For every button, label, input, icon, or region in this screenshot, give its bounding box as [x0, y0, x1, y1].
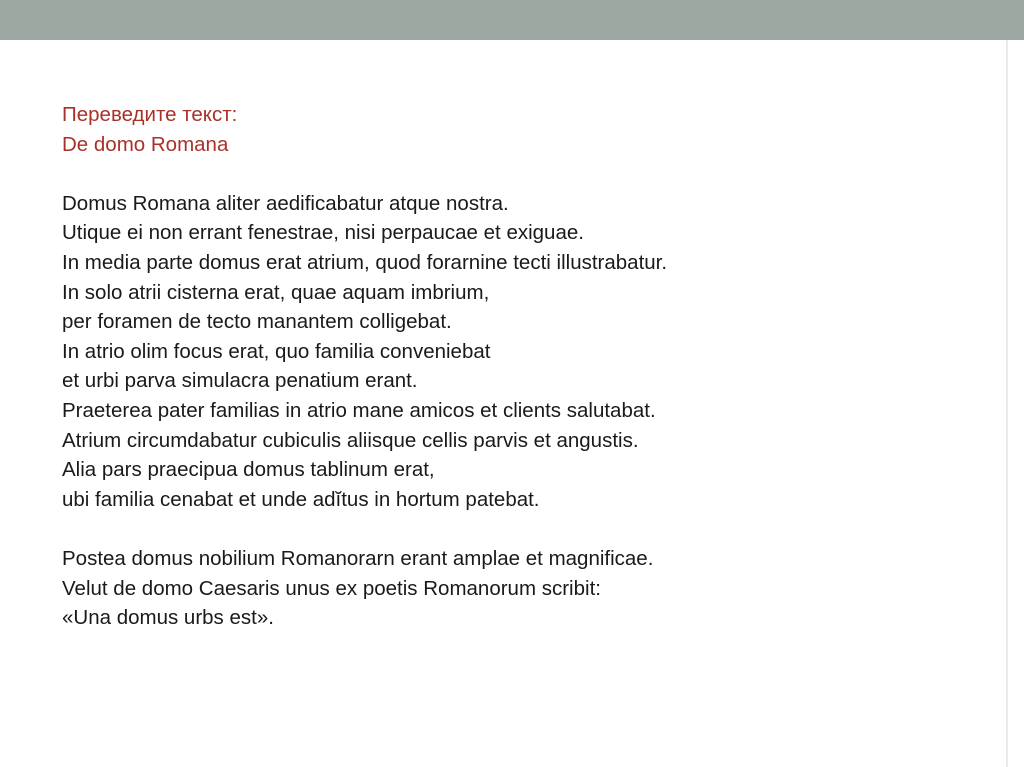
text-line: «Una domus urbs est». [62, 606, 274, 630]
text-title: De domo Romana [62, 132, 229, 156]
paragraph-1 [62, 189, 962, 515]
text-line: ubi familia cenabat et unde adĭtus in hortum patebat. [62, 487, 540, 511]
spacer [62, 514, 962, 544]
text-line: Domus Romana aliter aedificabatur atque nostra. [62, 191, 509, 215]
text-line: Postea domus nobilium Romanorarn erant amplae et magnificae. [62, 546, 654, 570]
text-line: Utique ei non errant fenestrae, nisi perpaucae et exiguae. [62, 221, 584, 245]
text-line: In solo atrii cisterna erat, quae aquam imbrium, [62, 280, 490, 304]
slide-content [62, 100, 962, 633]
instruction-text: Переведите текст: [62, 103, 238, 126]
spacer [62, 159, 962, 189]
text-line: per foramen de tecto manantem colligebat. [62, 310, 452, 334]
paragraph-2 [62, 544, 962, 633]
text-line: In media parte domus erat atrium, quod forarnine tecti illustrabatur. [62, 250, 668, 274]
text-line: In atrio olim focus erat, quo familia conveniebat [62, 339, 491, 363]
text-line: et urbi parva simulacra penatium erant. [62, 369, 418, 393]
header-bar [0, 0, 1024, 40]
text-line: Velut de domo Caesaris unus ex poetis Romanorum scribit: [62, 576, 601, 600]
text-line: Alia pars praecipua domus tablinum erat, [62, 458, 435, 482]
text-line: Praeterea pater familias in atrio mane amicos et clients salutabat. [62, 398, 656, 422]
text-line: Atrium circumdabatur cubiculis aliisque cellis parvis et angustis. [62, 428, 639, 452]
